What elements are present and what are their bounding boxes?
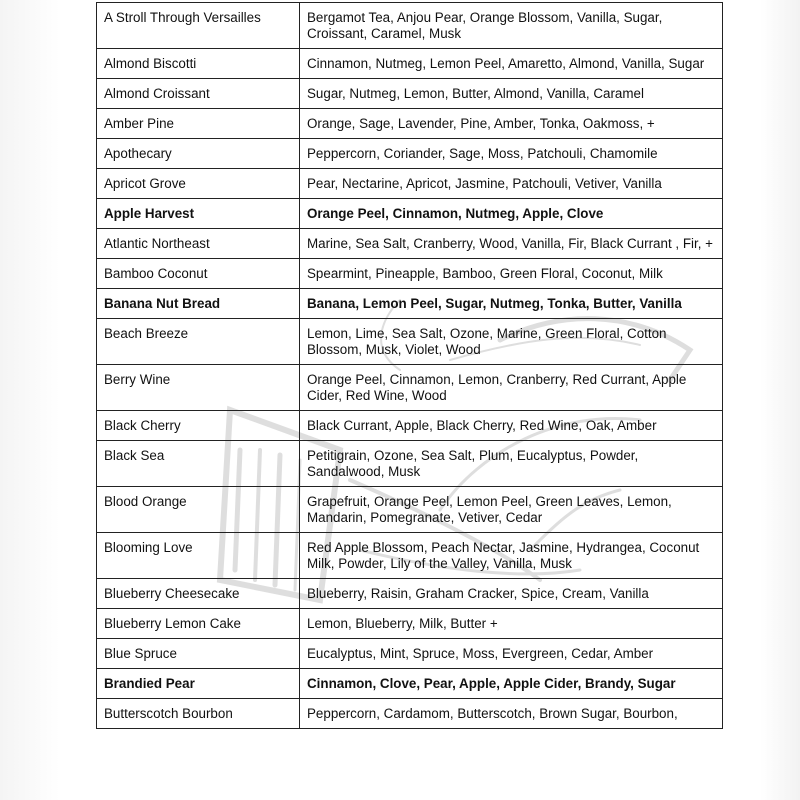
- scent-name-cell: Blueberry Cheesecake: [97, 579, 300, 609]
- scent-name-cell: Almond Biscotti: [97, 49, 300, 79]
- scent-notes-cell: Blueberry, Raisin, Graham Cracker, Spice, Cream, Vanilla: [300, 579, 723, 609]
- scent-notes-cell: Orange Peel, Cinnamon, Nutmeg, Apple, Clove: [300, 199, 723, 229]
- scent-notes-cell: Orange, Sage, Lavender, Pine, Amber, Tonka, Oakmoss, +: [300, 109, 723, 139]
- table-row: [97, 229, 723, 259]
- scent-name-cell: Blooming Love: [97, 533, 300, 579]
- scent-notes-cell: Lemon, Blueberry, Milk, Butter +: [300, 609, 723, 639]
- table-row: [97, 319, 723, 365]
- table-row: [97, 289, 723, 319]
- table-row: [97, 79, 723, 109]
- table-row: [97, 3, 723, 49]
- scent-name-cell: Brandied Pear: [97, 669, 300, 699]
- scent-name-cell: Blueberry Lemon Cake: [97, 609, 300, 639]
- table-row: [97, 699, 723, 729]
- scent-name-cell: Apricot Grove: [97, 169, 300, 199]
- scent-name-cell: Blood Orange: [97, 487, 300, 533]
- table-row: [97, 441, 723, 487]
- table-row: [97, 609, 723, 639]
- table-row: [97, 533, 723, 579]
- scent-name-cell: A Stroll Through Versailles: [97, 3, 300, 49]
- scent-notes-cell: Cinnamon, Nutmeg, Lemon Peel, Amaretto, Almond, Vanilla, Sugar: [300, 49, 723, 79]
- fragrance-notes-table: [96, 2, 723, 729]
- scent-notes-cell: Grapefruit, Orange Peel, Lemon Peel, Green Leaves, Lemon, Mandarin, Pomegranate, Vetiver, Cedar: [300, 487, 723, 533]
- scent-notes-cell: Cinnamon, Clove, Pear, Apple, Apple Cider, Brandy, Sugar: [300, 669, 723, 699]
- scent-name-cell: Apothecary: [97, 139, 300, 169]
- table-row: [97, 579, 723, 609]
- table-row: [97, 49, 723, 79]
- scent-notes-cell: Eucalyptus, Mint, Spruce, Moss, Evergreen, Cedar, Amber: [300, 639, 723, 669]
- table-body: [97, 3, 723, 729]
- table-row: [97, 139, 723, 169]
- table-row: [97, 199, 723, 229]
- scent-notes-cell: Marine, Sea Salt, Cranberry, Wood, Vanilla, Fir, Black Currant , Fir, +: [300, 229, 723, 259]
- scent-notes-cell: Banana, Lemon Peel, Sugar, Nutmeg, Tonka, Butter, Vanilla: [300, 289, 723, 319]
- scent-name-cell: Berry Wine: [97, 365, 300, 411]
- table-row: [97, 639, 723, 669]
- scent-notes-cell: Sugar, Nutmeg, Lemon, Butter, Almond, Vanilla, Caramel: [300, 79, 723, 109]
- scent-name-cell: Apple Harvest: [97, 199, 300, 229]
- table-row: [97, 169, 723, 199]
- scent-notes-cell: Black Currant, Apple, Black Cherry, Red Wine, Oak, Amber: [300, 411, 723, 441]
- table-row: [97, 109, 723, 139]
- scent-notes-cell: Pear, Nectarine, Apricot, Jasmine, Patchouli, Vetiver, Vanilla: [300, 169, 723, 199]
- table-row: [97, 487, 723, 533]
- scent-name-cell: Blue Spruce: [97, 639, 300, 669]
- scent-name-cell: Atlantic Northeast: [97, 229, 300, 259]
- scent-name-cell: Butterscotch Bourbon: [97, 699, 300, 729]
- table-row: [97, 259, 723, 289]
- scent-notes-cell: Spearmint, Pineapple, Bamboo, Green Floral, Coconut, Milk: [300, 259, 723, 289]
- scent-name-cell: Bamboo Coconut: [97, 259, 300, 289]
- table-row: [97, 411, 723, 441]
- scent-notes-cell: Peppercorn, Cardamom, Butterscotch, Brown Sugar, Bourbon,: [300, 699, 723, 729]
- scent-notes-cell: Lemon, Lime, Sea Salt, Ozone, Marine, Green Floral, Cotton Blossom, Musk, Violet, Wood: [300, 319, 723, 365]
- scent-notes-cell: Petitigrain, Ozone, Sea Salt, Plum, Eucalyptus, Powder, Sandalwood, Musk: [300, 441, 723, 487]
- scent-name-cell: Beach Breeze: [97, 319, 300, 365]
- scent-notes-cell: Bergamot Tea, Anjou Pear, Orange Blossom, Vanilla, Sugar, Croissant, Caramel, Musk: [300, 3, 723, 49]
- scent-notes-cell: Red Apple Blossom, Peach Nectar, Jasmine, Hydrangea, Coconut Milk, Powder, Lily of the Valley, Vanilla, Musk: [300, 533, 723, 579]
- table-row: [97, 365, 723, 411]
- scent-notes-cell: Peppercorn, Coriander, Sage, Moss, Patchouli, Chamomile: [300, 139, 723, 169]
- scent-notes-cell: Orange Peel, Cinnamon, Lemon, Cranberry, Red Currant, Apple Cider, Red Wine, Wood: [300, 365, 723, 411]
- scent-name-cell: Banana Nut Bread: [97, 289, 300, 319]
- scent-name-cell: Black Cherry: [97, 411, 300, 441]
- table-row: [97, 669, 723, 699]
- scent-name-cell: Almond Croissant: [97, 79, 300, 109]
- scent-name-cell: Amber Pine: [97, 109, 300, 139]
- scent-name-cell: Black Sea: [97, 441, 300, 487]
